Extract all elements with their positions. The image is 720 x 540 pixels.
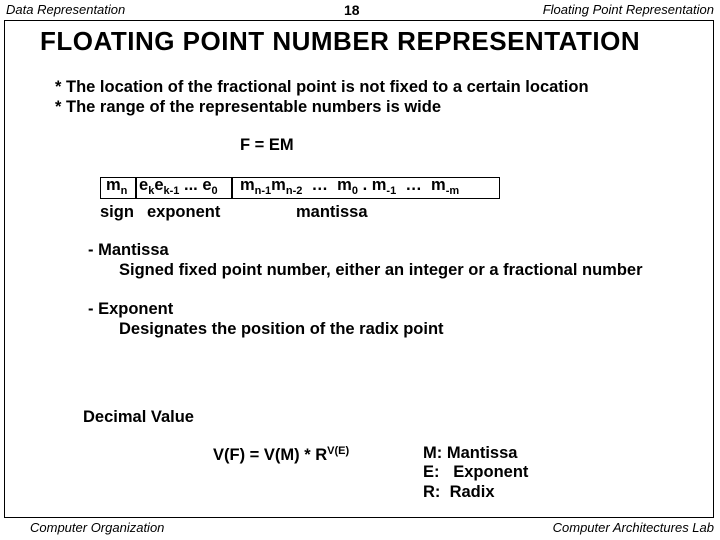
decimal-value-heading: Decimal Value: [83, 408, 194, 426]
exponent-description: Designates the position of the radix point: [119, 320, 444, 338]
footer-left: Computer Organization: [30, 520, 165, 535]
page-number: 18: [344, 2, 360, 18]
equation: F = EM: [240, 136, 294, 154]
mantissa-label: mantissa: [296, 203, 368, 221]
sign-field: $m_n$: [106, 176, 128, 197]
mantissa-description: Signed fixed point number, either an integer or a fractional number: [119, 261, 643, 279]
header-left: Data Representation: [6, 2, 126, 17]
decimal-value-formula: $V(F) = V(M) * R^{V(E)}$: [213, 445, 350, 464]
bullet-1: * The location of the fractional point is not fixed to a certain location: [55, 78, 589, 96]
exponent-field: $e_ke_{k-1}$ ... $e_0$: [139, 176, 218, 197]
mantissa-heading: - Mantissa: [88, 241, 169, 259]
legend-mantissa: M: Mantissa: [423, 444, 518, 462]
legend-radix: R: Radix: [423, 483, 495, 501]
exponent-label: exponent: [147, 203, 221, 221]
bullet-2: * The range of the representable numbers is wide: [55, 98, 442, 116]
exponent-heading: - Exponent: [88, 300, 174, 318]
slide-title: FLOATING POINT NUMBER REPRESENTATION: [40, 26, 641, 56]
footer-right: Computer Architectures Lab: [552, 520, 714, 535]
sign-label: sign: [100, 203, 134, 221]
legend-exponent: E: Exponent: [423, 463, 529, 481]
mantissa-field: $m_{n-1}m_{n-2}$ … $m_0$ . $m_{-1}$ … $m_{-m}$: [240, 176, 460, 197]
header-right: Floating Point Representation: [542, 2, 714, 17]
